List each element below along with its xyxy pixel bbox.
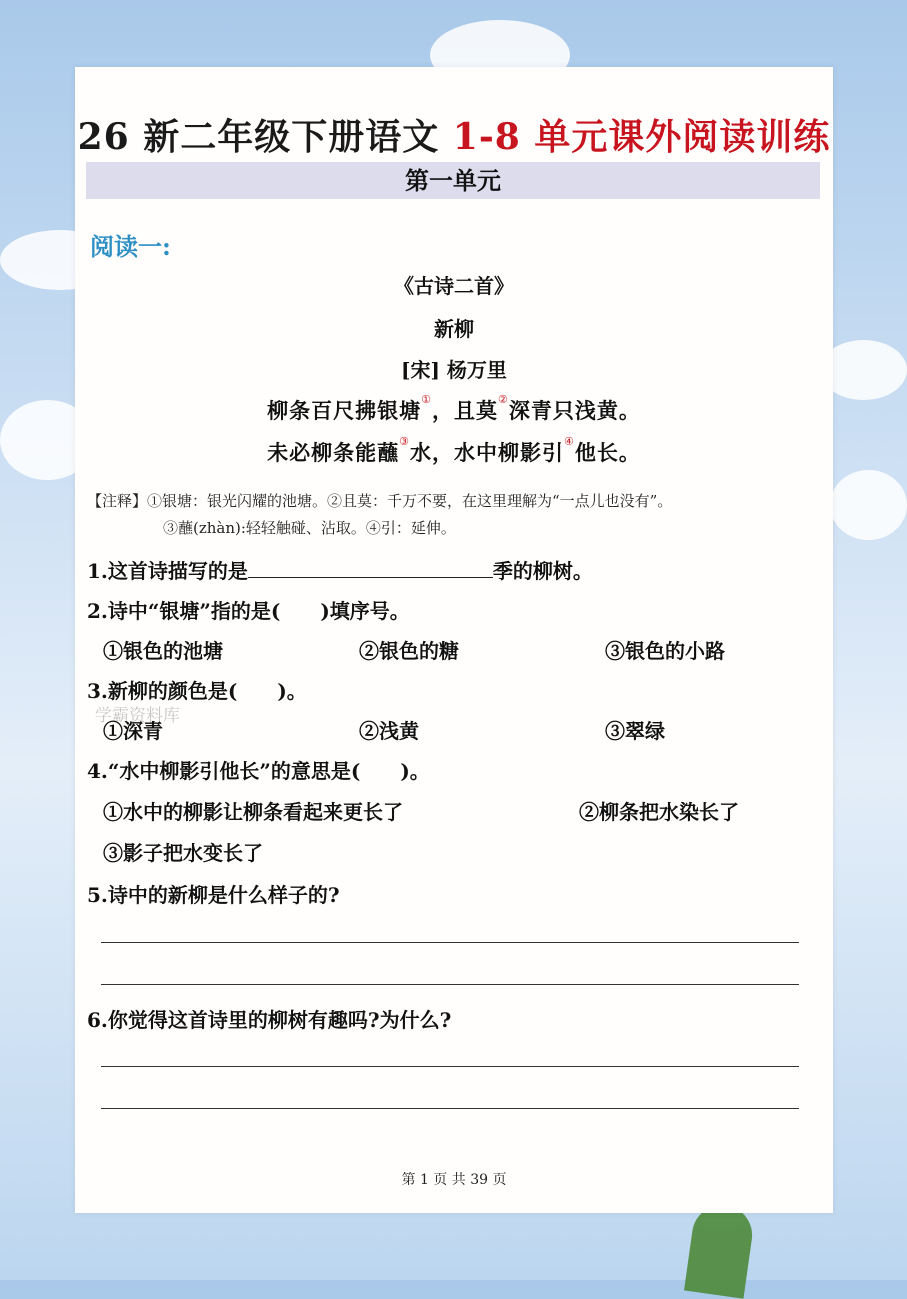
question-3: 3.新柳的颜色是( )。: [87, 679, 307, 703]
poem-text: ，且莫: [432, 398, 498, 423]
poem-text: 他长。: [574, 440, 641, 465]
fill-in-blank[interactable]: [248, 559, 493, 578]
page-number: 第 1 页 共 39 页: [401, 1172, 507, 1188]
answer-line[interactable]: [101, 942, 799, 943]
worksheet-page: [75, 67, 833, 1213]
question-2: 2.诗中“银塘”指的是( )填序号。: [87, 599, 410, 623]
question-6: 6.你觉得这首诗里的柳树有趣吗?为什么?: [87, 1008, 452, 1032]
option-item[interactable]: ①银色的池塘: [103, 639, 223, 663]
answer-line[interactable]: [101, 1108, 799, 1109]
flower-petal-decoration: [830, 470, 907, 540]
option-item[interactable]: ③银色的小路: [605, 639, 725, 663]
footnote-marker: ④: [564, 435, 575, 448]
poem-text: 水，水中柳影引: [410, 440, 564, 465]
poem-author: [宋] 杨万里: [401, 358, 507, 382]
option-item[interactable]: ①深青: [103, 719, 163, 743]
option-item[interactable]: ③翠绿: [605, 719, 665, 743]
section-label: 阅读一:: [90, 232, 171, 261]
poem-collection-title: 《古诗二首》: [394, 274, 514, 298]
footnote-marker: ②: [498, 393, 509, 406]
poem-text: 未必柳条能蘸: [267, 440, 400, 465]
poem-line-2: [75, 437, 833, 467]
question-4: 4.“水中柳影引他长”的意思是( )。: [87, 759, 430, 783]
poem-text: 柳条百尺拂银塘: [267, 398, 422, 423]
annotation-line-1: 【注释】①银塘：银光闪耀的池塘。②且莫：千万不要，在这里理解为“一点儿也没有”。: [87, 492, 673, 510]
question-5: 5.诗中的新柳是什么样子的?: [87, 883, 340, 907]
poem-line-1: [75, 395, 833, 425]
footnote-marker: ①: [421, 393, 432, 406]
flower-stem-decoration: [684, 1201, 756, 1298]
watermark-text: 学霸资料库: [95, 706, 180, 726]
poem-text: 深青只浅黄。: [508, 398, 641, 423]
title-main: 26 新二年级下册语文: [77, 116, 453, 158]
option-item[interactable]: ②银色的糖: [359, 639, 459, 663]
question-text: 季的柳树。: [492, 559, 593, 583]
footnote-marker: ③: [399, 435, 410, 448]
option-item[interactable]: ②柳条把水染长了: [579, 800, 739, 824]
option-item[interactable]: ③影子把水变长了: [103, 841, 263, 865]
option-item[interactable]: ①水中的柳影让柳条看起来更长了: [103, 800, 403, 824]
title-highlight: 1-8 单元课外阅读训练: [452, 116, 831, 158]
unit-heading: 第一单元: [86, 162, 820, 199]
flower-petal-decoration: [820, 340, 907, 400]
poem-name: 新柳: [434, 317, 474, 341]
answer-line[interactable]: [101, 1066, 799, 1067]
page-title: [75, 109, 833, 160]
question-1: [87, 555, 593, 584]
question-text: 1.这首诗描写的是: [87, 559, 248, 583]
annotation-line-2: ③蘸(zhàn):轻轻触碰、沾取。④引：延伸。: [163, 519, 456, 537]
answer-line[interactable]: [101, 984, 799, 985]
option-item[interactable]: ②浅黄: [359, 719, 419, 743]
